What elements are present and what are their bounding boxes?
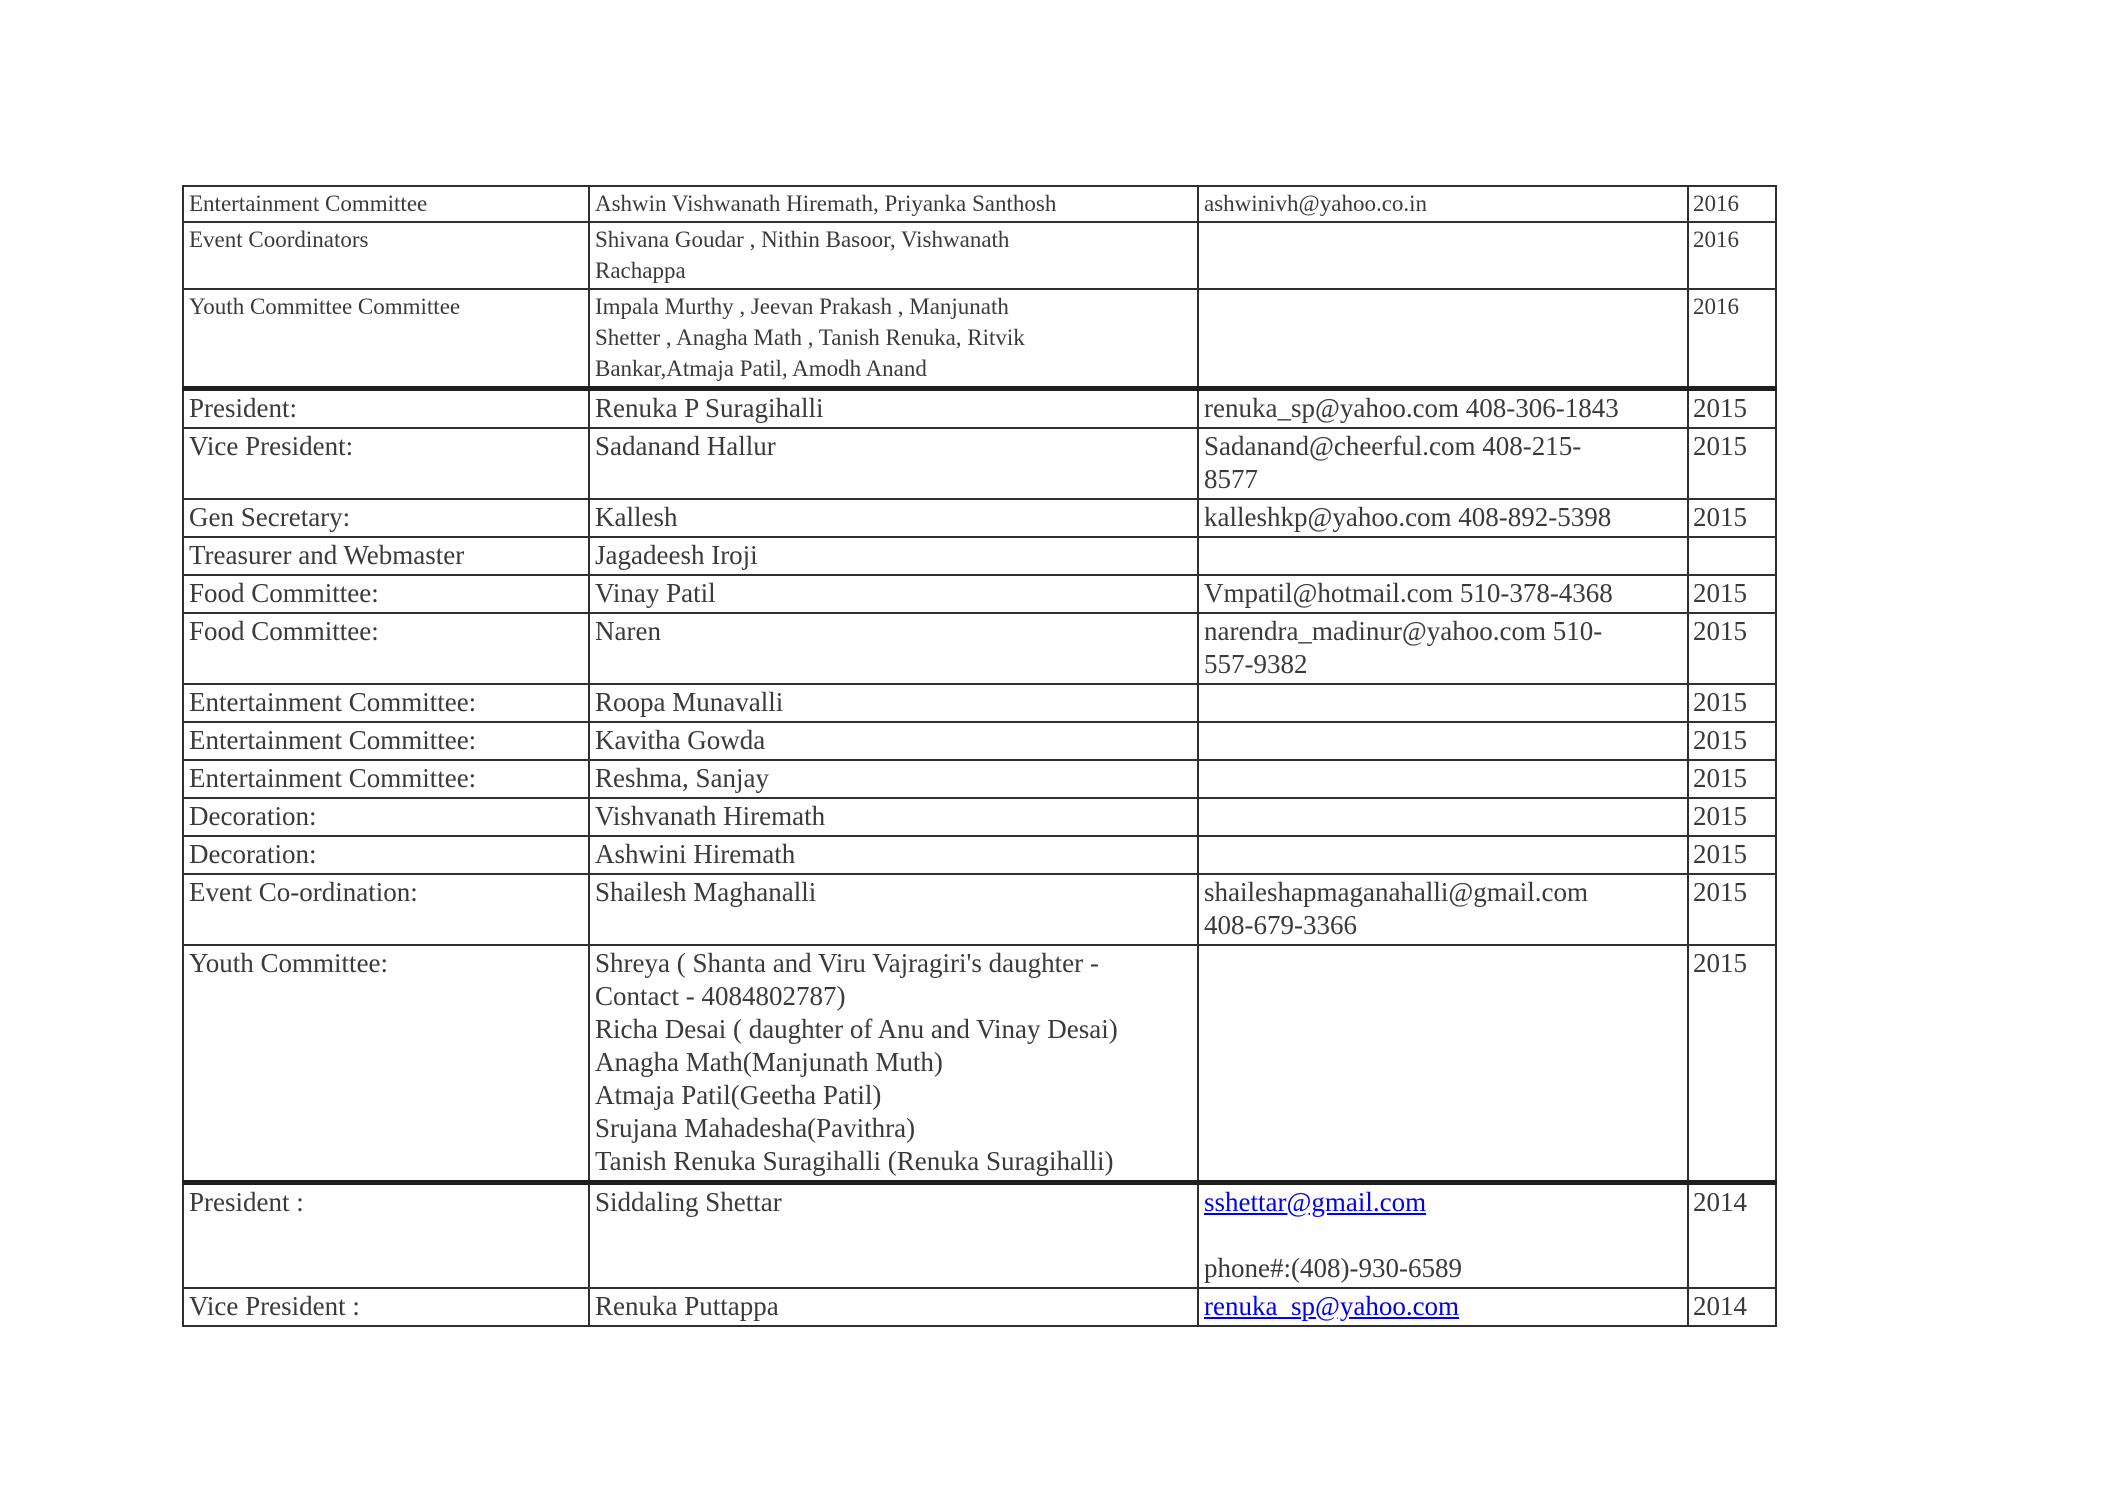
- names-cell: [589, 798, 1198, 836]
- year-cell: 2015: [1688, 945, 1776, 1183]
- table-row: [183, 1183, 1776, 1289]
- contact-cell: [1198, 874, 1688, 945]
- names-cell: [589, 760, 1198, 798]
- role-cell: Gen Secretary:: [183, 499, 589, 537]
- names-cell: [589, 222, 1198, 289]
- year-cell: 2014: [1688, 1288, 1776, 1326]
- contact-cell: [1198, 186, 1688, 222]
- contact-cell: [1198, 499, 1688, 537]
- table-row: [183, 798, 1776, 836]
- contact-line: Sadanand@cheerful.com 408-215-: [1204, 431, 1582, 461]
- names-cell: [589, 575, 1198, 613]
- role-cell: Entertainment Committee:: [183, 760, 589, 798]
- table-row: [183, 945, 1776, 1183]
- name-line: Richa Desai ( daughter of Anu and Vinay Desai): [595, 1014, 1118, 1044]
- name-line: Shailesh Maghanalli: [595, 877, 817, 907]
- year-cell: 2015: [1688, 684, 1776, 722]
- name-line: Kallesh: [595, 502, 678, 532]
- table-row: [183, 684, 1776, 722]
- year-cell: 2015: [1688, 428, 1776, 499]
- table-row: [183, 389, 1776, 429]
- role-cell: Entertainment Committee: [183, 186, 589, 222]
- contact-line: 557-9382: [1204, 649, 1308, 679]
- name-line: Kavitha Gowda: [595, 725, 766, 755]
- names-cell: [589, 874, 1198, 945]
- table-row: [183, 428, 1776, 499]
- name-line: Siddaling Shettar: [595, 1187, 782, 1217]
- phone-line: phone#:(408)-930-6589: [1204, 1253, 1462, 1283]
- name-line: Sadanand Hallur: [595, 431, 776, 461]
- contact-cell: [1198, 537, 1688, 575]
- name-line: Vishvanath Hiremath: [595, 801, 826, 831]
- names-cell: [589, 836, 1198, 874]
- contact-line: 8577: [1204, 464, 1258, 494]
- role-cell: Vice President :: [183, 1288, 589, 1326]
- contact-line: narendra_madinur@yahoo.com 510-: [1204, 616, 1603, 646]
- contact-cell: [1198, 836, 1688, 874]
- year-cell: 2014: [1688, 1183, 1776, 1289]
- role-cell: Entertainment Committee:: [183, 684, 589, 722]
- year-cell: 2016: [1688, 289, 1776, 389]
- names-cell: [589, 1183, 1198, 1289]
- year-cell: 2015: [1688, 499, 1776, 537]
- table-row: [183, 874, 1776, 945]
- name-line: Jagadeesh Iroji: [595, 540, 758, 570]
- name-line: Bankar,Atmaja Patil, Amodh Anand: [595, 356, 927, 381]
- names-cell: [589, 613, 1198, 684]
- year-cell: 2015: [1688, 874, 1776, 945]
- contact-line: [1204, 1290, 1685, 1323]
- role-cell: Entertainment Committee:: [183, 722, 589, 760]
- year-cell: 2016: [1688, 222, 1776, 289]
- table-row: [183, 760, 1776, 798]
- email-link[interactable]: sshettar@gmail.com: [1204, 1187, 1427, 1217]
- role-cell: Event Coordinators: [183, 222, 589, 289]
- name-line: Naren: [595, 616, 661, 646]
- contact-cell: [1198, 722, 1688, 760]
- contact-cell: [1198, 289, 1688, 389]
- name-line: Ashwin Vishwanath Hiremath, Priyanka Santhosh: [595, 191, 1057, 216]
- role-cell: President:: [183, 389, 589, 429]
- contact-cell: [1198, 1183, 1688, 1289]
- names-cell: [589, 722, 1198, 760]
- names-cell: [589, 289, 1198, 389]
- contact-line: ashwinivh@yahoo.co.in: [1204, 191, 1428, 216]
- name-line: Srujana Mahadesha(Pavithra): [595, 1113, 916, 1143]
- year-cell: 2015: [1688, 836, 1776, 874]
- name-line: Shetter , Anagha Math , Tanish Renuka, Ritvik: [595, 325, 1025, 350]
- year-cell: 2015: [1688, 575, 1776, 613]
- names-cell: [589, 499, 1198, 537]
- table-row: [183, 575, 1776, 613]
- role-cell: Decoration:: [183, 798, 589, 836]
- names-cell: [589, 684, 1198, 722]
- names-cell: [589, 537, 1198, 575]
- contact-cell: [1198, 684, 1688, 722]
- name-line: Tanish Renuka Suragihalli (Renuka Suragihalli): [595, 1146, 1114, 1176]
- contact-cell: [1198, 760, 1688, 798]
- contact-cell: [1198, 222, 1688, 289]
- contact-line: [1204, 1186, 1685, 1219]
- role-cell: Youth Committee:: [183, 945, 589, 1183]
- year-cell: 2015: [1688, 798, 1776, 836]
- contact-cell: [1198, 945, 1688, 1183]
- committee-table: [182, 185, 1777, 1327]
- table-row: [183, 613, 1776, 684]
- name-line: Renuka Puttappa: [595, 1291, 779, 1321]
- contact-cell: [1198, 1288, 1688, 1326]
- table-row: [183, 289, 1776, 389]
- name-line: Renuka P Suragihalli: [595, 393, 824, 423]
- name-line: Anagha Math(Manjunath Muth): [595, 1047, 943, 1077]
- contact-line: Vmpatil@hotmail.com 510-378-4368: [1204, 578, 1613, 608]
- contact-line: kalleshkp@yahoo.com 408-892-5398: [1204, 502, 1612, 532]
- role-cell: Decoration:: [183, 836, 589, 874]
- table-row: [183, 186, 1776, 222]
- role-cell: Vice President:: [183, 428, 589, 499]
- names-cell: [589, 186, 1198, 222]
- name-line: Rachappa: [595, 258, 686, 283]
- name-line: Contact - 4084802787): [595, 981, 846, 1011]
- table-row: [183, 499, 1776, 537]
- year-cell: 2016: [1688, 186, 1776, 222]
- contact-line: renuka_sp@yahoo.com 408-306-1843: [1204, 393, 1619, 423]
- role-cell: Youth Committee Committee: [183, 289, 589, 389]
- email-link[interactable]: renuka_sp@yahoo.com: [1204, 1291, 1460, 1321]
- contact-cell: [1198, 575, 1688, 613]
- role-cell: President :: [183, 1183, 589, 1289]
- table-row: [183, 836, 1776, 874]
- contact-cell: [1198, 428, 1688, 499]
- names-cell: [589, 389, 1198, 429]
- name-line: Shreya ( Shanta and Viru Vajragiri's daughter -: [595, 948, 1099, 978]
- names-cell: [589, 428, 1198, 499]
- year-cell: 2015: [1688, 613, 1776, 684]
- role-cell: Treasurer and Webmaster: [183, 537, 589, 575]
- table-row: [183, 1288, 1776, 1326]
- year-cell: [1688, 537, 1776, 575]
- contact-cell: [1198, 389, 1688, 429]
- role-cell: Food Committee:: [183, 613, 589, 684]
- name-line: Atmaja Patil(Geetha Patil): [595, 1080, 882, 1110]
- year-cell: 2015: [1688, 722, 1776, 760]
- name-line: Roopa Munavalli: [595, 687, 784, 717]
- table-row: [183, 222, 1776, 289]
- contact-line: shaileshapmaganahalli@gmail.com: [1204, 877, 1588, 907]
- contact-cell: [1198, 798, 1688, 836]
- name-line: Impala Murthy , Jeevan Prakash , Manjunath: [595, 294, 1009, 319]
- contact-cell: [1198, 613, 1688, 684]
- name-line: Reshma, Sanjay: [595, 763, 769, 793]
- names-cell: [589, 945, 1198, 1183]
- name-line: Shivana Goudar , Nithin Basoor, Vishwanath: [595, 227, 1010, 252]
- year-cell: 2015: [1688, 389, 1776, 429]
- table-row: [183, 537, 1776, 575]
- names-cell: [589, 1288, 1198, 1326]
- committee-table-body: [183, 186, 1776, 1326]
- role-cell: Event Co-ordination:: [183, 874, 589, 945]
- contact-line: 408-679-3366: [1204, 910, 1357, 940]
- name-line: Ashwini Hiremath: [595, 839, 796, 869]
- year-cell: 2015: [1688, 760, 1776, 798]
- role-cell: Food Committee:: [183, 575, 589, 613]
- table-row: [183, 722, 1776, 760]
- name-line: Vinay Patil: [595, 578, 716, 608]
